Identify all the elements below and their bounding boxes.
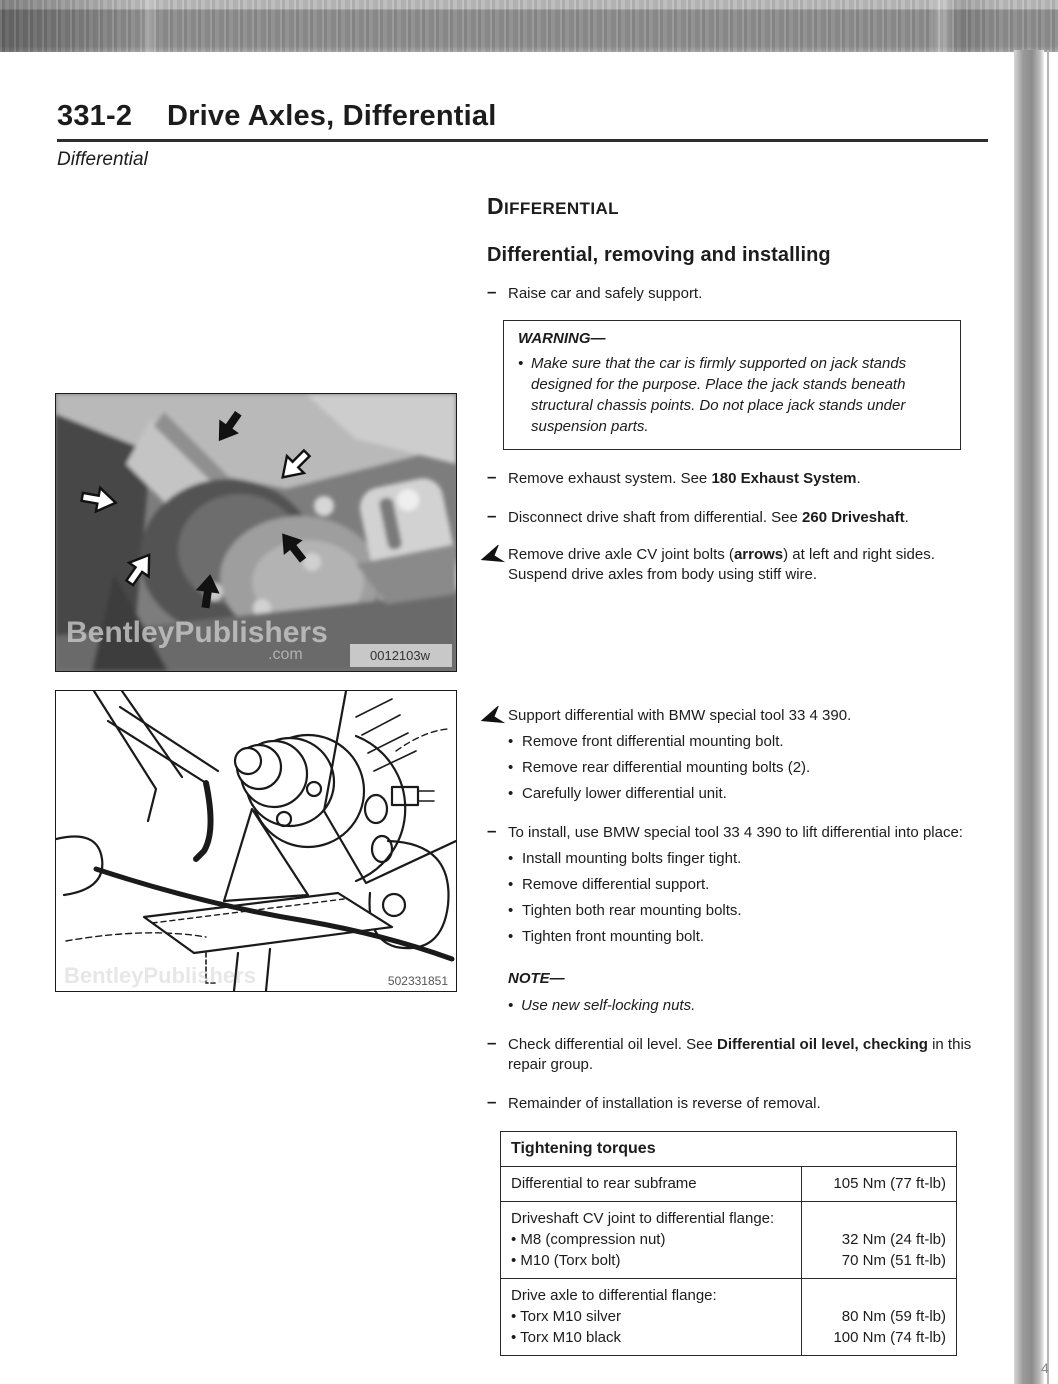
table-cell-value: 105 Nm (77 ft-lb) <box>833 1175 946 1192</box>
table-cell-label: Drive axle to differential flange: • Torx M10 silver • Torx M10 black <box>501 1279 802 1355</box>
page-title <box>57 100 988 133</box>
step-remove-cv-bolts: Remove drive axle CV joint bolts (arrows) at left and right sides. Suspend drive axles from body using stiff wire. <box>487 545 987 585</box>
dash-marker: – <box>487 821 497 840</box>
dash-marker: – <box>487 1092 497 1111</box>
section-heading-initial: D <box>487 193 505 219</box>
support-tool-line-drawing <box>56 691 456 991</box>
figure-pointer-arrow-icon <box>479 545 505 571</box>
watermark-suffix: .com <box>268 646 303 663</box>
header-rule <box>57 139 988 142</box>
warning-box <box>503 320 961 450</box>
table-cell-value: 80 Nm (59 ft-lb) 100 Nm (74 ft-lb) <box>833 1308 946 1346</box>
figure-pointer-arrow-icon <box>479 706 505 732</box>
section-heading <box>487 193 987 219</box>
support-substeps <box>487 732 987 804</box>
substep: • Tighten both rear mounting bolts. <box>508 902 742 919</box>
bullet-marker: • <box>508 733 514 750</box>
section-heading-rest: IFFERENTIAL <box>504 199 619 218</box>
tightening-torques-table <box>500 1131 957 1356</box>
photo-caption: 0012103w <box>370 648 430 663</box>
table-cell-value: 32 Nm (24 ft-lb) 70 Nm (51 ft-lb) <box>841 1231 946 1269</box>
step-support-differential: Support differential with BMW special tool 33 4 390. <box>487 706 987 726</box>
bullet-marker: • <box>508 850 514 867</box>
table-row <box>501 1202 956 1279</box>
adjacent-page-number: 4 <box>1041 1360 1049 1376</box>
step-disconnect-driveshaft: – Disconnect drive shaft from differential. See 260 Driveshaft. <box>487 506 909 526</box>
dash-marker: – <box>487 1033 497 1052</box>
table-row <box>501 1279 956 1355</box>
substep: • Remove front differential mounting bolt. <box>508 733 784 750</box>
substep: • Remove rear differential mounting bolts (2). <box>508 759 811 776</box>
bullet-marker: • <box>508 759 514 776</box>
bullet-marker: • <box>508 785 514 802</box>
watermark-text: BentleyPublishers <box>66 616 328 649</box>
step-check-oil: – Check differential oil level. See Differential oil level, checking in this repair group. <box>487 1033 972 1073</box>
install-substeps <box>487 849 987 947</box>
section-title: Drive Axles, Differential <box>167 100 497 132</box>
page-header <box>57 100 988 171</box>
dash-marker: – <box>487 506 497 525</box>
step-remainder: – Remainder of installation is reverse of removal. <box>487 1092 821 1112</box>
step-text: Raise car and safely support. <box>508 285 703 302</box>
cv-joint-photo-illustration <box>56 394 456 671</box>
dash-marker: – <box>487 282 497 301</box>
dash-marker: – <box>487 467 497 486</box>
note-block <box>508 969 987 1016</box>
drawing-caption: 502331851 <box>387 974 448 988</box>
note-text: • Use new self-locking nuts. <box>508 997 696 1014</box>
substep: • Remove differential support. <box>508 876 710 893</box>
step-raise-car <box>487 284 987 304</box>
warning-label: WARNING— <box>518 330 606 347</box>
page-edge-right-shadow <box>1014 50 1044 1384</box>
page-edge-line <box>1047 50 1049 1384</box>
table-cell-label: Driveshaft CV joint to differential flange: • M8 (compression nut) • M10 (Torx bolt) <box>501 1202 802 1278</box>
bullet-marker: • <box>508 902 514 919</box>
bullet-marker: • <box>508 876 514 893</box>
substep: • Tighten front mounting bolt. <box>508 928 705 945</box>
procedure-heading: Differential, removing and installing <box>487 244 831 266</box>
step-remove-exhaust: – Remove exhaust system. See 180 Exhaust System. <box>487 467 861 487</box>
header-subtitle: Differential <box>57 149 148 170</box>
watermark-text: BentleyPublishers <box>64 963 256 988</box>
scan-edge-top-band <box>0 0 1058 52</box>
table-cell-label: Differential to rear subframe <box>501 1167 802 1201</box>
warning-text: • Make sure that the car is firmly supported on jack stands designed for the purpose. Place the jack stands beneath structural chassis points. Do not place jack stands under suspension parts. <box>518 355 907 435</box>
section-number: 331-2 <box>57 100 133 132</box>
procedure-column <box>487 193 987 1356</box>
bullet-marker: • <box>518 355 524 372</box>
figure-support-tool-drawing <box>55 690 457 992</box>
substep: • Carefully lower differential unit. <box>508 785 727 802</box>
table-header: Tightening torques <box>501 1132 956 1167</box>
substep: • Install mounting bolts finger tight. <box>508 850 742 867</box>
note-label: NOTE— <box>508 970 565 987</box>
step-install: – To install, use BMW special tool 33 4 390 to lift differential into place: <box>487 821 963 841</box>
table-row <box>501 1167 956 1202</box>
bullet-marker: • <box>508 997 514 1014</box>
bullet-marker: • <box>508 928 514 945</box>
figure-cv-joint-photo <box>55 393 457 672</box>
